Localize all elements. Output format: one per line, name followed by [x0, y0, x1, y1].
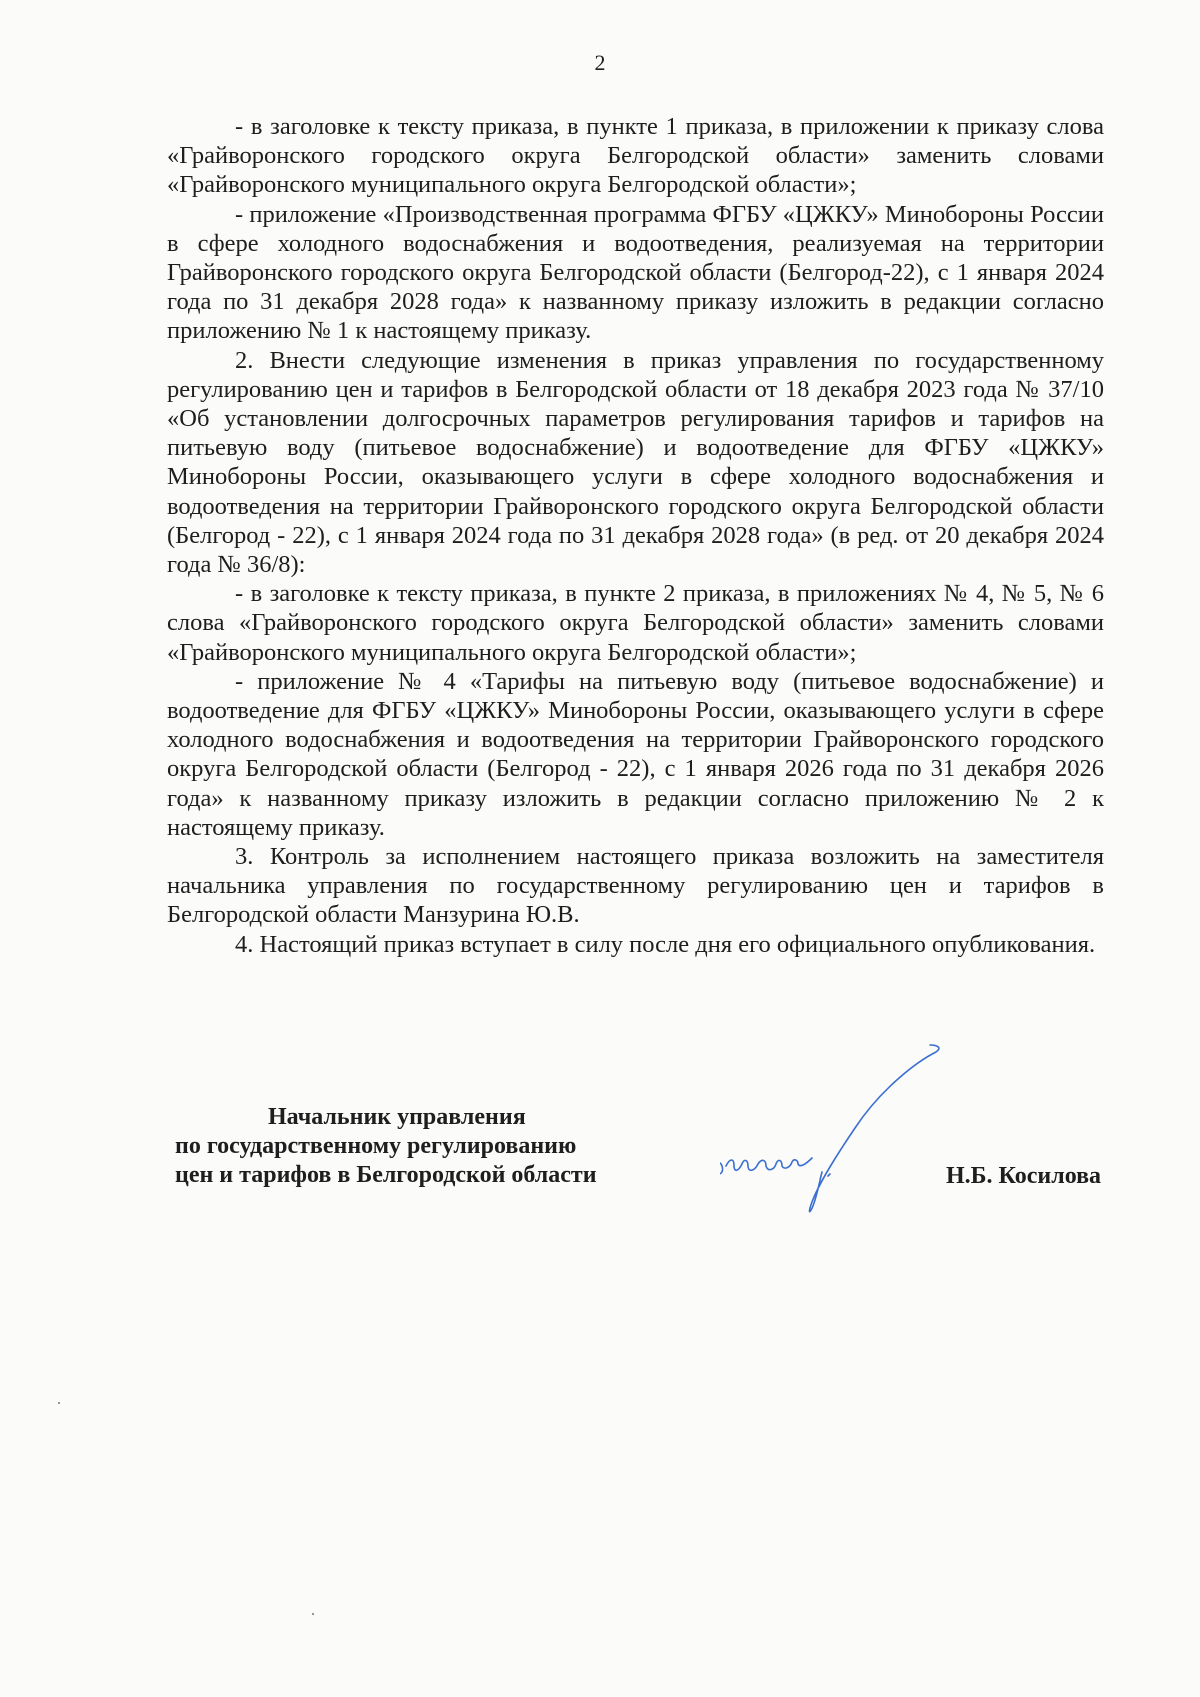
signatory-position-line: по государственному регулированию — [175, 1133, 577, 1159]
signatory-position-line: цен и тарифов в Белгородской области — [175, 1162, 597, 1188]
paragraph-title-replacement-2: - в заголовке к тексту приказа, в пункте 2 приказа, в приложениях № 4, № 5, № 6 слова «Грайворонского городского округа Белгородской области» заменить словами «Грайворонского муниципального округа Белгородской области»; — [167, 580, 1104, 666]
scan-speck — [312, 1613, 314, 1615]
paragraph-title-replacement-1: - в заголовке к тексту приказа, в пункте 1 приказа, в приложении к приказу слова «Грайворонского городского округа Белгородской области» заменить словами «Грайворонского муниципального округа Белгородской области»; — [167, 113, 1104, 199]
signature-stroke-loop — [809, 1045, 938, 1212]
signature-stroke-scribble — [720, 1158, 812, 1174]
order-body-text — [167, 112, 1104, 959]
signatory-position — [175, 1103, 665, 1190]
paragraph-item-2: 2. Внести следующие изменения в приказ управления по государственному регулированию цен и тарифов в Белгородской области от 18 декабря 2023 года № 37/10 «Об установлении долгосрочных параметров регулирования тарифов и тарифов на питьевую воду (питьевое водоснабжение) и водоотведение для ФГБУ «ЦЖКУ» Минобороны России, оказывающего услуги в сфере холодного водоснабжения и водоотведения на территории Грайворонского городского округа Белгородской области (Белгород - 22), с 1 января 2024 года по 31 декабря 2028 года» (в ред. от 20 декабря 2024 года № 36/8): — [167, 346, 1104, 579]
signer-name: Н.Б. Косилова — [946, 1163, 1102, 1189]
signature-stroke-dot — [828, 1174, 830, 1176]
handwritten-signature — [720, 1040, 1040, 1230]
scan-speck — [58, 1402, 60, 1404]
paragraph-item-4: 4. Настоящий приказ вступает в силу после дня его официального опубликования. — [235, 930, 1096, 958]
paragraph-item-3: 3. Контроль за исполнением настоящего приказа возложить на заместителя начальника управления по государственному регулированию цен и тарифов в Белгородской области Манзурина Ю.В. — [167, 843, 1104, 929]
paragraph-production-program: - приложение «Производственная программа ФГБУ «ЦЖКУ» Минобороны России в сфере холодного водоснабжения и водоотведения, реализуемая на территории Грайворонского городского округа Белгородской области (Белгород-22), с 1 января 2024 года по 31 декабря 2028 года» к названному приказу изложить в редакции согласно приложению № 1 к настоящему приказу. — [167, 200, 1104, 345]
paragraph-tariff-appendix: - приложение № 4 «Тарифы на питьевую воду (питьевое водоснабжение) и водоотведение для ФГБУ «ЦЖКУ» Минобороны России, оказывающего услуги в сфере холодного водоснабжения и водоотведения на территории Грайворонского городского округа Белгородской области (Белгород - 22), с 1 января 2026 года по 31 декабря 2026 года» к названному приказу изложить в редакции согласно приложению № 2 к настоящему приказу. — [167, 667, 1104, 841]
signatory-position-line: Начальник управления — [268, 1104, 526, 1130]
page-number: 2 — [594, 50, 606, 75]
